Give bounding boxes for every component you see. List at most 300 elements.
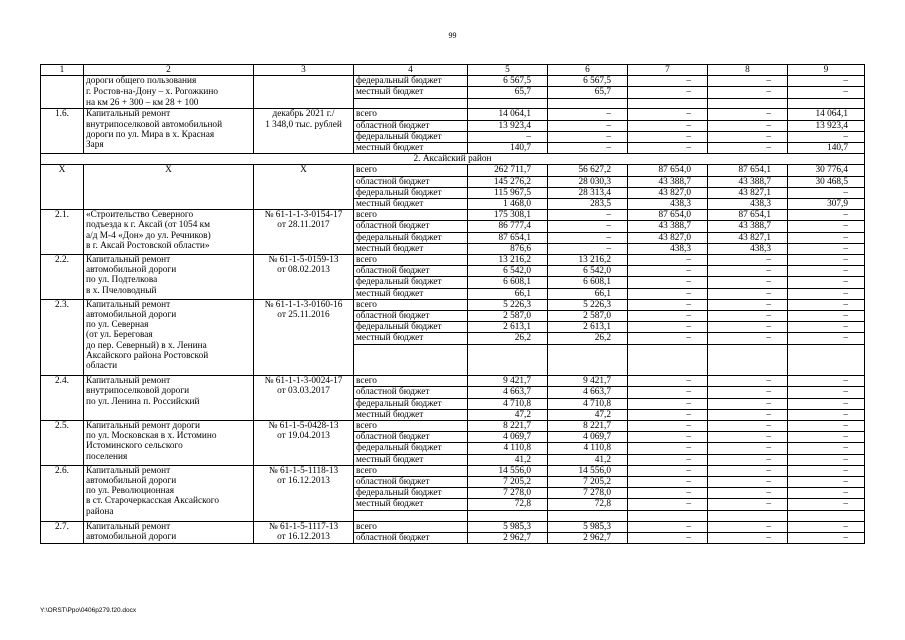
amount-cell: 66,1 bbox=[468, 288, 548, 299]
document-line: от 28.11.2017 bbox=[277, 220, 330, 231]
column-header: 6 bbox=[548, 65, 628, 76]
object-name-line: по ул. Ленина п. Российский bbox=[86, 396, 200, 407]
amount-cell: 41,2 bbox=[468, 454, 548, 465]
funding-type-cell: всего bbox=[354, 420, 468, 431]
amount-cell: – bbox=[788, 432, 865, 443]
amount-cell: – bbox=[708, 521, 788, 532]
amount-cell: – bbox=[788, 420, 865, 431]
object-name-line: поселения bbox=[86, 451, 128, 462]
table-cell bbox=[548, 98, 628, 109]
amount-cell: – bbox=[788, 310, 865, 321]
column-header: 2 bbox=[84, 65, 254, 76]
funding-type-cell: областной бюджет bbox=[354, 387, 468, 398]
amount-cell: 876,6 bbox=[468, 243, 548, 254]
amount-cell: 87 654,0 bbox=[628, 165, 708, 176]
amount-cell: – bbox=[788, 210, 865, 221]
document-line: декабрь 2021 г./ bbox=[272, 109, 335, 120]
document-cell bbox=[254, 299, 354, 375]
funding-type-cell: областной бюджет bbox=[354, 310, 468, 321]
amount-cell: – bbox=[708, 333, 788, 344]
column-header: 7 bbox=[628, 65, 708, 76]
amount-cell: – bbox=[548, 131, 628, 142]
empty-cell bbox=[468, 344, 548, 376]
amount-cell: – bbox=[788, 333, 865, 344]
amount-cell: – bbox=[708, 109, 788, 120]
amount-cell: – bbox=[628, 142, 708, 153]
amount-cell: 30 468,5 bbox=[788, 176, 865, 187]
funding-type-cell: федеральный бюджет bbox=[354, 322, 468, 333]
amount-cell: – bbox=[628, 443, 708, 454]
item-number-cell: 2.6. bbox=[41, 465, 84, 521]
amount-cell: – bbox=[708, 387, 788, 398]
amount-cell: 5 985,3 bbox=[468, 521, 548, 532]
amount-cell: 6 608,1 bbox=[468, 277, 548, 288]
empty-cell bbox=[708, 344, 788, 376]
document-line: 1 348,0 тыс. рублей bbox=[265, 119, 342, 130]
amount-cell: – bbox=[628, 409, 708, 420]
column-header: 8 bbox=[708, 65, 788, 76]
object-name-line: района bbox=[86, 506, 114, 517]
document-cell bbox=[254, 420, 354, 465]
number-cell bbox=[41, 76, 84, 87]
table-row bbox=[41, 76, 865, 87]
object-name-line: дороги по ул. Мира в х. Красная bbox=[86, 129, 215, 140]
amount-cell: 43 388,7 bbox=[628, 176, 708, 187]
object-name-cell bbox=[84, 376, 254, 421]
object-name-line: подъезда к г. Аксай (от 1054 км bbox=[86, 220, 211, 231]
object-name-line: Аксайского района Ростовской bbox=[86, 350, 209, 361]
funding-type-cell: областной бюджет bbox=[354, 221, 468, 232]
amount-cell: – bbox=[708, 409, 788, 420]
document-cell bbox=[254, 521, 354, 543]
amount-cell: 175 308,1 bbox=[468, 210, 548, 221]
amount-cell: – bbox=[628, 499, 708, 510]
amount-cell: 13 216,2 bbox=[548, 254, 628, 265]
amount-cell: 43 827,0 bbox=[628, 232, 708, 243]
amount-cell: 140,7 bbox=[468, 142, 548, 153]
amount-cell: – bbox=[628, 398, 708, 409]
object-name-line: в г. Аксай Ростовской области» bbox=[86, 240, 210, 251]
column-header: 9 bbox=[788, 65, 865, 76]
object-name-cell bbox=[84, 109, 254, 154]
amount-cell: – bbox=[708, 477, 788, 488]
amount-cell: – bbox=[548, 221, 628, 232]
funding-type-cell: всего bbox=[354, 465, 468, 476]
amount-cell: 2 613,1 bbox=[548, 322, 628, 333]
page-number: 99 bbox=[448, 31, 457, 40]
amount-cell: 43 388,7 bbox=[708, 176, 788, 187]
object-name-line: по ул. Революционная bbox=[86, 486, 175, 497]
amount-cell: 87 654,1 bbox=[708, 210, 788, 221]
object-name-cell: дороги общего пользования bbox=[84, 76, 254, 87]
amount-cell: 43 827,1 bbox=[708, 187, 788, 198]
amount-cell: – bbox=[788, 322, 865, 333]
amount-cell: 2 962,7 bbox=[468, 533, 548, 544]
funding-type-cell: местный бюджет bbox=[354, 288, 468, 299]
amount-cell: 7 278,0 bbox=[468, 488, 548, 499]
amount-cell: – bbox=[628, 109, 708, 120]
table-row bbox=[41, 210, 865, 221]
total-mark-cell: Х bbox=[41, 165, 84, 210]
amount-cell: 7 278,0 bbox=[548, 488, 628, 499]
object-name-line: автомобильной дороги bbox=[86, 309, 177, 320]
amount-cell: – bbox=[788, 443, 865, 454]
amount-cell: 5 226,3 bbox=[548, 299, 628, 310]
amount-cell: – bbox=[628, 310, 708, 321]
amount-cell: – bbox=[788, 299, 865, 310]
amount-cell: – bbox=[628, 120, 708, 131]
funding-type-cell: всего bbox=[354, 521, 468, 532]
amount-cell: 4 069,7 bbox=[548, 432, 628, 443]
amount-cell: – bbox=[788, 488, 865, 499]
amount-cell: 438,3 bbox=[708, 198, 788, 209]
document-cell bbox=[254, 87, 354, 98]
object-name-line: Истоминского сельского bbox=[86, 441, 183, 452]
amount-cell: 4 663,7 bbox=[548, 387, 628, 398]
amount-cell: 87 654,1 bbox=[468, 232, 548, 243]
amount-cell: – bbox=[628, 288, 708, 299]
table-cell bbox=[708, 98, 788, 109]
amount-cell: 7 205,2 bbox=[468, 477, 548, 488]
funding-type-cell: местный бюджет bbox=[354, 142, 468, 153]
header-row bbox=[41, 65, 865, 76]
amount-cell: 72,8 bbox=[468, 499, 548, 510]
amount-cell: – bbox=[708, 76, 788, 87]
amount-cell: – bbox=[548, 120, 628, 131]
amount-cell: – bbox=[628, 131, 708, 142]
funding-type-cell: всего bbox=[354, 254, 468, 265]
amount-cell: 5 226,3 bbox=[468, 299, 548, 310]
amount-cell: 28 313,4 bbox=[548, 187, 628, 198]
amount-cell: 140,7 bbox=[788, 142, 865, 153]
empty-cell bbox=[468, 510, 548, 521]
amount-cell: – bbox=[788, 376, 865, 387]
object-name-line: Капитальный ремонт bbox=[86, 465, 171, 476]
object-name-line: до пер. Северный) в х. Ленина bbox=[86, 340, 207, 351]
amount-cell: 13 216,2 bbox=[468, 254, 548, 265]
object-name-cell bbox=[84, 210, 254, 255]
amount-cell: – bbox=[788, 499, 865, 510]
funding-type-cell: местный бюджет bbox=[354, 198, 468, 209]
table-row bbox=[41, 98, 865, 109]
table-row bbox=[41, 254, 865, 265]
amount-cell: – bbox=[788, 232, 865, 243]
funding-type-cell: всего bbox=[354, 165, 468, 176]
object-name-line: в ст. Старочеркасская Аксайского bbox=[86, 496, 219, 507]
object-name-line: области bbox=[86, 360, 118, 371]
item-number-cell: 1.6. bbox=[41, 109, 84, 154]
table-row bbox=[41, 376, 865, 387]
amount-cell: – bbox=[788, 533, 865, 544]
table-row bbox=[41, 87, 865, 98]
amount-cell: – bbox=[708, 499, 788, 510]
amount-cell: 5 985,3 bbox=[548, 521, 628, 532]
funding-type-cell: всего bbox=[354, 376, 468, 387]
amount-cell: 8 221,7 bbox=[468, 420, 548, 431]
object-name-line: (от ул. Береговая bbox=[86, 330, 153, 341]
funding-type-cell: местный бюджет bbox=[354, 499, 468, 510]
amount-cell: 86 777,4 bbox=[468, 221, 548, 232]
amount-cell: 14 064,1 bbox=[788, 109, 865, 120]
amount-cell: – bbox=[708, 432, 788, 443]
amount-cell: 6 542,0 bbox=[468, 266, 548, 277]
column-header: 3 bbox=[254, 65, 354, 76]
document-line: от 16.12.2013 bbox=[277, 476, 330, 486]
amount-cell: – bbox=[708, 488, 788, 499]
amount-cell: 13 923,4 bbox=[788, 120, 865, 131]
item-number-cell: 2.4. bbox=[41, 376, 84, 421]
amount-cell: – bbox=[788, 277, 865, 288]
amount-cell: 41,2 bbox=[548, 454, 628, 465]
amount-cell: – bbox=[708, 254, 788, 265]
funding-type-cell: областной бюджет bbox=[354, 120, 468, 131]
document-cell bbox=[254, 254, 354, 299]
document-line: № 61-1-1-3-0024-17 bbox=[264, 376, 343, 387]
object-name-line: Капитальный ремонт дороги bbox=[86, 420, 200, 431]
amount-cell: – bbox=[788, 187, 865, 198]
amount-cell: – bbox=[708, 288, 788, 299]
amount-cell: 43 827,0 bbox=[628, 187, 708, 198]
object-name-cell bbox=[84, 521, 254, 543]
amount-cell: – bbox=[708, 299, 788, 310]
document-line: от 16.12.2013 bbox=[277, 532, 330, 542]
total-mark-cell: Х bbox=[84, 165, 254, 210]
amount-cell: 72,8 bbox=[548, 499, 628, 510]
document-cell bbox=[254, 210, 354, 255]
amount-cell: – bbox=[788, 398, 865, 409]
amount-cell: – bbox=[548, 232, 628, 243]
amount-cell: 28 030,3 bbox=[548, 176, 628, 187]
item-number-cell: 2.3. bbox=[41, 299, 84, 375]
amount-cell: 43 388,7 bbox=[628, 221, 708, 232]
column-header: 5 bbox=[468, 65, 548, 76]
document-cell bbox=[254, 98, 354, 109]
amount-cell: 66,1 bbox=[548, 288, 628, 299]
amount-cell: 47,2 bbox=[468, 409, 548, 420]
amount-cell: – bbox=[788, 131, 865, 142]
amount-cell: 26,2 bbox=[468, 333, 548, 344]
funding-type-cell: федеральный бюджет bbox=[354, 443, 468, 454]
funding-type-cell: местный бюджет bbox=[354, 333, 468, 344]
amount-cell: 43 827,1 bbox=[708, 232, 788, 243]
amount-cell: 9 421,7 bbox=[468, 376, 548, 387]
object-name-line: а/д М-4 «Дон» до ул. Речников) bbox=[86, 230, 211, 241]
amount-cell: 6 542,0 bbox=[548, 266, 628, 277]
funding-type-cell: местный бюджет bbox=[354, 87, 468, 98]
amount-cell: 56 627,2 bbox=[548, 165, 628, 176]
document-line: от 19.04.2013 bbox=[277, 431, 330, 442]
amount-cell: 13 923,4 bbox=[468, 120, 548, 131]
document-line: от 08.02.2013 bbox=[277, 265, 330, 276]
amount-cell: – bbox=[708, 322, 788, 333]
amount-cell: – bbox=[628, 454, 708, 465]
section-title: 2. Аксайский район bbox=[41, 154, 865, 165]
object-name-line: в х. Пчеловодный bbox=[86, 285, 157, 296]
amount-cell: – bbox=[788, 409, 865, 420]
amount-cell: 438,3 bbox=[628, 198, 708, 209]
amount-cell: – bbox=[628, 477, 708, 488]
object-name-line: «Строительство Северного bbox=[86, 210, 194, 221]
funding-type-cell: федеральный бюджет bbox=[354, 131, 468, 142]
amount-cell: – bbox=[548, 210, 628, 221]
amount-cell: 6 608,1 bbox=[548, 277, 628, 288]
amount-cell: 87 654,1 bbox=[708, 165, 788, 176]
amount-cell: – bbox=[628, 87, 708, 98]
amount-cell: 65,7 bbox=[548, 87, 628, 98]
amount-cell: – bbox=[628, 76, 708, 87]
amount-cell: 14 556,0 bbox=[468, 465, 548, 476]
object-name-cell bbox=[84, 299, 254, 375]
amount-cell: – bbox=[628, 387, 708, 398]
amount-cell: – bbox=[708, 533, 788, 544]
amount-cell: 87 654,0 bbox=[628, 210, 708, 221]
object-name-line: внутрипоселковой автомобильной bbox=[86, 119, 223, 130]
empty-cell bbox=[788, 510, 865, 521]
amount-cell: – bbox=[628, 376, 708, 387]
amount-cell: 4 069,7 bbox=[468, 432, 548, 443]
amount-cell: – bbox=[788, 465, 865, 476]
amount-cell: 307,9 bbox=[788, 198, 865, 209]
section-row bbox=[41, 154, 865, 165]
empty-cell bbox=[354, 344, 468, 376]
amount-cell: 30 776,4 bbox=[788, 165, 865, 176]
amount-cell: 43 388,7 bbox=[708, 221, 788, 232]
amount-cell: – bbox=[628, 322, 708, 333]
table-row bbox=[41, 521, 865, 532]
amount-cell: – bbox=[788, 254, 865, 265]
amount-cell: – bbox=[788, 221, 865, 232]
amount-cell: 8 221,7 bbox=[548, 420, 628, 431]
amount-cell: 1 468,0 bbox=[468, 198, 548, 209]
amount-cell: 283,5 bbox=[548, 198, 628, 209]
footer-file-path: Y:\ORST\Ppo\0406p279.f20.docx bbox=[40, 607, 137, 614]
object-name-line: по ул. Московская в х. Истомино bbox=[86, 431, 217, 442]
amount-cell: – bbox=[788, 454, 865, 465]
amount-cell: 6 567,5 bbox=[468, 76, 548, 87]
table-row bbox=[41, 299, 865, 310]
funding-type-cell: всего bbox=[354, 210, 468, 221]
item-number-cell: 2.1. bbox=[41, 210, 84, 255]
number-cell bbox=[41, 98, 84, 109]
amount-cell: – bbox=[708, 131, 788, 142]
funding-type-cell: областной бюджет bbox=[354, 477, 468, 488]
object-name-line: Капитальный ремонт bbox=[86, 109, 171, 120]
amount-cell: – bbox=[628, 465, 708, 476]
amount-cell: – bbox=[468, 131, 548, 142]
funding-type-cell: федеральный бюджет bbox=[354, 398, 468, 409]
amount-cell: 4 710,8 bbox=[468, 398, 548, 409]
amount-cell: – bbox=[548, 243, 628, 254]
amount-cell: 4 663,7 bbox=[468, 387, 548, 398]
amount-cell: – bbox=[788, 243, 865, 254]
amount-cell: – bbox=[788, 477, 865, 488]
amount-cell: 2 613,1 bbox=[468, 322, 548, 333]
amount-cell: 2 587,0 bbox=[548, 310, 628, 321]
funding-type-cell: федеральный бюджет bbox=[354, 232, 468, 243]
funding-type-cell: областной бюджет bbox=[354, 432, 468, 443]
funding-type-cell: областной бюджет bbox=[354, 266, 468, 277]
table-cell bbox=[788, 98, 865, 109]
amount-cell: 65,7 bbox=[468, 87, 548, 98]
empty-cell bbox=[354, 510, 468, 521]
amount-cell: 4 710,8 bbox=[548, 398, 628, 409]
amount-cell: – bbox=[628, 533, 708, 544]
amount-cell: 14 064,1 bbox=[468, 109, 548, 120]
amount-cell: – bbox=[788, 521, 865, 532]
document-cell bbox=[254, 109, 354, 154]
empty-cell bbox=[788, 344, 865, 376]
object-name-line: Капитальный ремонт bbox=[86, 376, 171, 387]
amount-cell: 115 967,5 bbox=[468, 187, 548, 198]
document-line: № 61-1-5-0428-13 bbox=[268, 420, 339, 431]
object-name-line: Капитальный ремонт bbox=[86, 521, 171, 532]
item-number-cell: 2.2. bbox=[41, 254, 84, 299]
document-line: № 61-1-5-0159-13 bbox=[268, 254, 339, 265]
funding-type-cell: федеральный бюджет bbox=[354, 76, 468, 87]
empty-cell bbox=[628, 344, 708, 376]
table-row bbox=[41, 420, 865, 431]
amount-cell: – bbox=[708, 120, 788, 131]
funding-type-cell: всего bbox=[354, 299, 468, 310]
object-name-cell: на км 26 + 300 – км 28 + 100 bbox=[84, 98, 254, 109]
amount-cell: 7 205,2 bbox=[548, 477, 628, 488]
object-name-line: Капитальный ремонт bbox=[86, 254, 171, 265]
amount-cell: – bbox=[708, 310, 788, 321]
object-name-line: Заря bbox=[86, 139, 104, 150]
object-name-line: внутрипоселковой дороги bbox=[86, 386, 190, 397]
amount-cell: 2 587,0 bbox=[468, 310, 548, 321]
amount-cell: – bbox=[708, 266, 788, 277]
amount-cell: – bbox=[708, 376, 788, 387]
funding-type-cell: федеральный бюджет bbox=[354, 488, 468, 499]
column-header: 1 bbox=[41, 65, 84, 76]
document-line: № 61-1-5-1118-13 bbox=[268, 465, 339, 476]
empty-cell bbox=[628, 510, 708, 521]
table-cell bbox=[468, 98, 548, 109]
amount-cell: 4 110,8 bbox=[468, 443, 548, 454]
amount-cell: – bbox=[628, 333, 708, 344]
amount-cell: – bbox=[628, 277, 708, 288]
amount-cell: – bbox=[628, 254, 708, 265]
amount-cell: 9 421,7 bbox=[548, 376, 628, 387]
amount-cell: – bbox=[788, 288, 865, 299]
empty-cell bbox=[548, 510, 628, 521]
amount-cell: 6 567,5 bbox=[548, 76, 628, 87]
funding-type-cell: федеральный бюджет bbox=[354, 187, 468, 198]
table-row bbox=[41, 465, 865, 476]
amount-cell: 262 711,7 bbox=[468, 165, 548, 176]
amount-cell: – bbox=[708, 277, 788, 288]
document-line: № 61-1-1-3-0160-16 bbox=[264, 299, 343, 310]
object-name-cell: г. Ростов-на-Дону – х. Рогожкино bbox=[84, 87, 254, 98]
amount-cell: – bbox=[708, 465, 788, 476]
table-row bbox=[41, 109, 865, 120]
document-line: от 25.11.2016 bbox=[277, 309, 330, 320]
amount-cell: – bbox=[628, 432, 708, 443]
document-cell bbox=[254, 465, 354, 521]
object-name-cell bbox=[84, 465, 254, 521]
funding-type-cell: областной бюджет bbox=[354, 533, 468, 544]
table-cell bbox=[354, 98, 468, 109]
amount-cell: – bbox=[788, 76, 865, 87]
amount-cell: 4 110,8 bbox=[548, 443, 628, 454]
object-name-line: по ул. Северная bbox=[86, 320, 149, 331]
object-name-line: автомобильной дороги bbox=[86, 265, 177, 276]
table-cell bbox=[628, 98, 708, 109]
object-name-cell bbox=[84, 420, 254, 465]
document-cell bbox=[254, 76, 354, 87]
amount-cell: – bbox=[548, 142, 628, 153]
